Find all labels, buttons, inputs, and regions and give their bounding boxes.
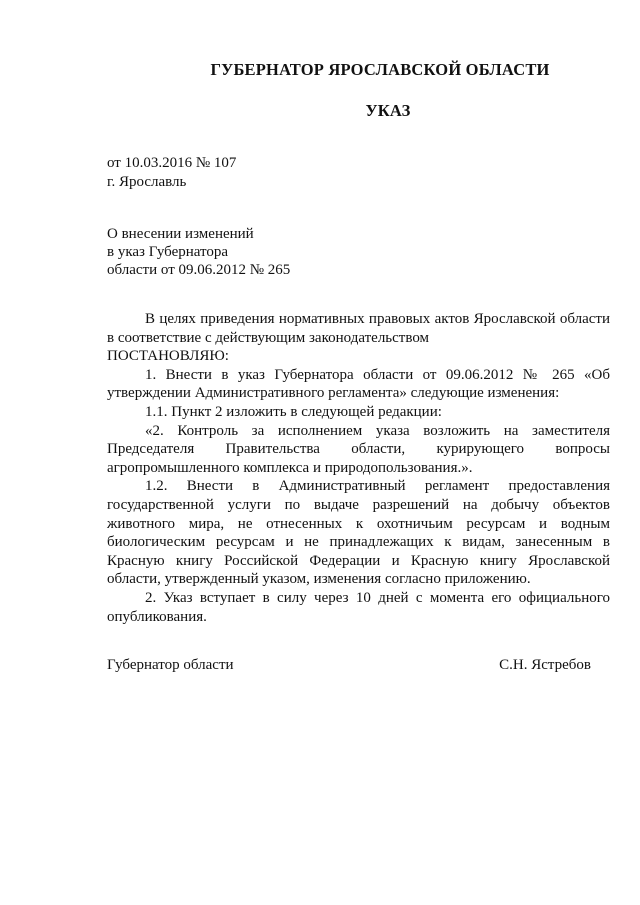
date-number: от 10.03.2016 № 107 bbox=[107, 155, 237, 171]
decree-body bbox=[107, 310, 610, 626]
signatory-name: С.Н. Ястребов bbox=[499, 657, 591, 673]
item-1-2-paragraph: 1.2. Внести в Административный регламент предоставления государственной услуги по выдаче разрешений на добычу объектов животного мира, не отнесенных к охотничьим ресурсам и водным биологическим ресурсам и не принадлежащих к видам, занесенным в Красную книгу Российской Федерации и Красную книгу Ярославской области, утвержденный указом, изменения согласно приложению. bbox=[107, 478, 610, 588]
signature-block bbox=[107, 656, 591, 674]
item-1-1-paragraph: 1.1. Пункт 2 изложить в следующей редакции: bbox=[145, 403, 442, 420]
document-type-title: УКАЗ bbox=[365, 101, 411, 120]
preamble-paragraph: В целях приведения нормативных правовых актов Ярославской области в соответствие с действующим законодательством bbox=[107, 311, 610, 346]
item-1-paragraph: 1. Внести в указ Губернатора области от 09.06.2012 № 265 «Об утверждении Административного регламента» следующие изменения: bbox=[107, 366, 610, 402]
item-1-1-quote-paragraph: «2. Контроль за исполнением указа возложить на заместителя Председателя Правительства области, курирующего вопросы агропромышленного комплекса и природопользования.». bbox=[107, 422, 610, 476]
item-2-paragraph: 2. Указ вступает в силу через 10 дней с момента его официального опубликования. bbox=[107, 589, 610, 625]
city: г. Ярославль bbox=[107, 174, 187, 190]
organization-title: ГУБЕРНАТОР ЯРОСЛАВСКОЙ ОБЛАСТИ bbox=[210, 60, 550, 79]
signatory-position: Губернатор области bbox=[107, 657, 234, 673]
decree-word: ПОСТАНОВЛЯЮ: bbox=[107, 348, 229, 365]
subject-line-1: О внесении изменений bbox=[107, 226, 254, 242]
subject-line-2: в указ Губернатора bbox=[107, 244, 229, 260]
subject-line-3: области от 09.06.2012 № 265 bbox=[107, 262, 291, 278]
